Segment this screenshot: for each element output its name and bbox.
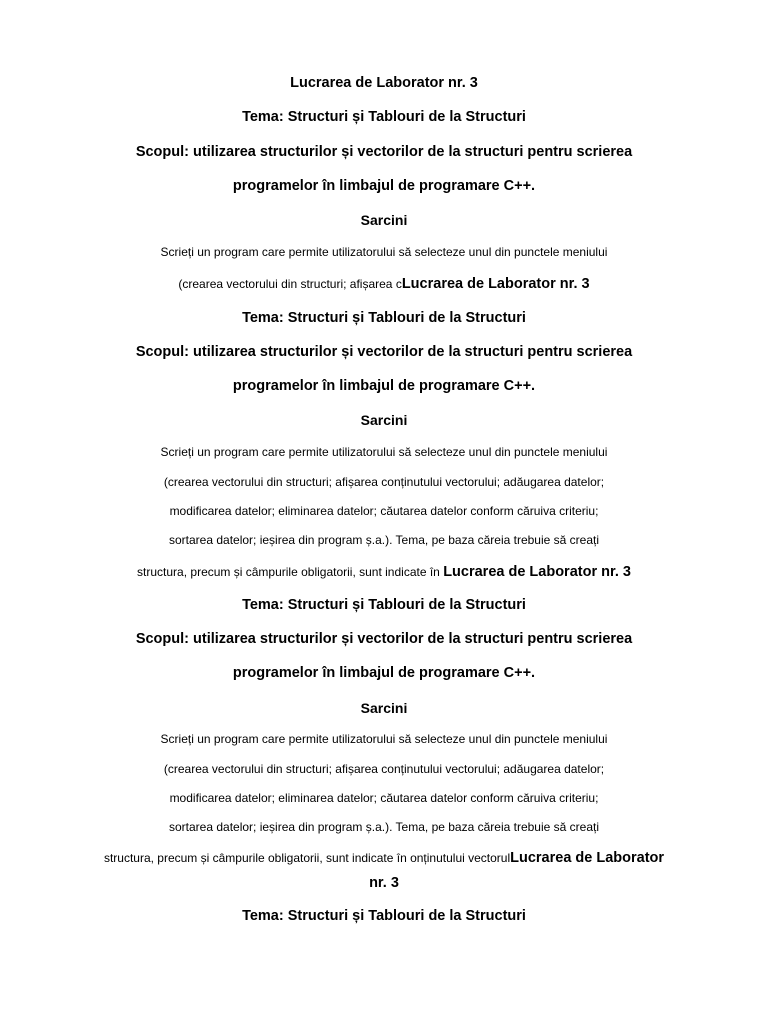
body-line-mixed (0, 564, 768, 580)
inline-lab-title-continued: nr. 3 (369, 875, 399, 891)
body-line: Scrieți un program care permite utilizatorului să selecteze unul din punctele meniului (160, 245, 608, 259)
topic-heading: Tema: Structuri și Tablouri de la Structuri (242, 310, 526, 326)
body-line-mixed (0, 276, 768, 292)
purpose-line-1: Scopul: utilizarea structurilor și vectorilor de la structuri pentru scrierea (135, 344, 633, 360)
body-line: (crearea vectorului din structuri; afișarea conținutului vectorului; adăugarea datelor; (163, 475, 605, 489)
body-line: Scrieți un program care permite utilizatorului să selecteze unul din punctele meniului (160, 445, 608, 459)
purpose-line-2: programelor în limbajul de programare C++. (232, 665, 536, 681)
body-line: sortarea datelor; ieșirea din program ș.a.). Tema, pe baza căreia trebuie să creați (169, 533, 599, 547)
body-line: sortarea datelor; ieșirea din program ș.a.). Tema, pe baza căreia trebuie să creați (169, 820, 599, 834)
purpose-line-1: Scopul: utilizarea structurilor și vectorilor de la structuri pentru scrierea (135, 144, 633, 160)
inline-lab-title: Lucrarea de Laborator nr. 3 (443, 564, 631, 580)
inline-lab-title: Lucrarea de Laborator (510, 850, 665, 866)
topic-heading: Tema: Structuri și Tablouri de la Structuri (242, 908, 526, 924)
purpose-line-1: Scopul: utilizarea structurilor și vectorilor de la structuri pentru scrierea (135, 631, 633, 647)
lab-title: Lucrarea de Laborator nr. 3 (290, 75, 478, 91)
body-line: modificarea datelor; eliminarea datelor; căutarea datelor conform căruiva criteriu; (169, 504, 599, 518)
tasks-heading: Sarcini (360, 412, 408, 428)
body-line: (crearea vectorului din structuri; afișarea conținutului vectorului; adăugarea datelor; (163, 762, 605, 776)
body-line: Scrieți un program care permite utilizatorului să selecteze unul din punctele meniului (160, 732, 608, 746)
purpose-line-2: programelor în limbajul de programare C++. (232, 178, 536, 194)
body-text: (crearea vectorului din structuri; afișarea c (178, 277, 402, 291)
topic-heading: Tema: Structuri și Tablouri de la Structuri (242, 109, 526, 125)
body-line-mixed (0, 850, 768, 866)
inline-lab-title: Lucrarea de Laborator nr. 3 (401, 276, 590, 292)
tasks-heading: Sarcini (360, 212, 408, 228)
body-line: modificarea datelor; eliminarea datelor; căutarea datelor conform căruiva criteriu; (169, 791, 599, 805)
purpose-line-2: programelor în limbajul de programare C++. (232, 378, 536, 394)
topic-heading: Tema: Structuri și Tablouri de la Structuri (242, 597, 526, 613)
body-text: structura, precum și câmpurile obligatorii, sunt indicate în onținutului vectorul (103, 851, 511, 865)
tasks-heading: Sarcini (360, 700, 408, 716)
body-text: structura, precum și câmpurile obligatorii, sunt indicate în (137, 565, 444, 579)
